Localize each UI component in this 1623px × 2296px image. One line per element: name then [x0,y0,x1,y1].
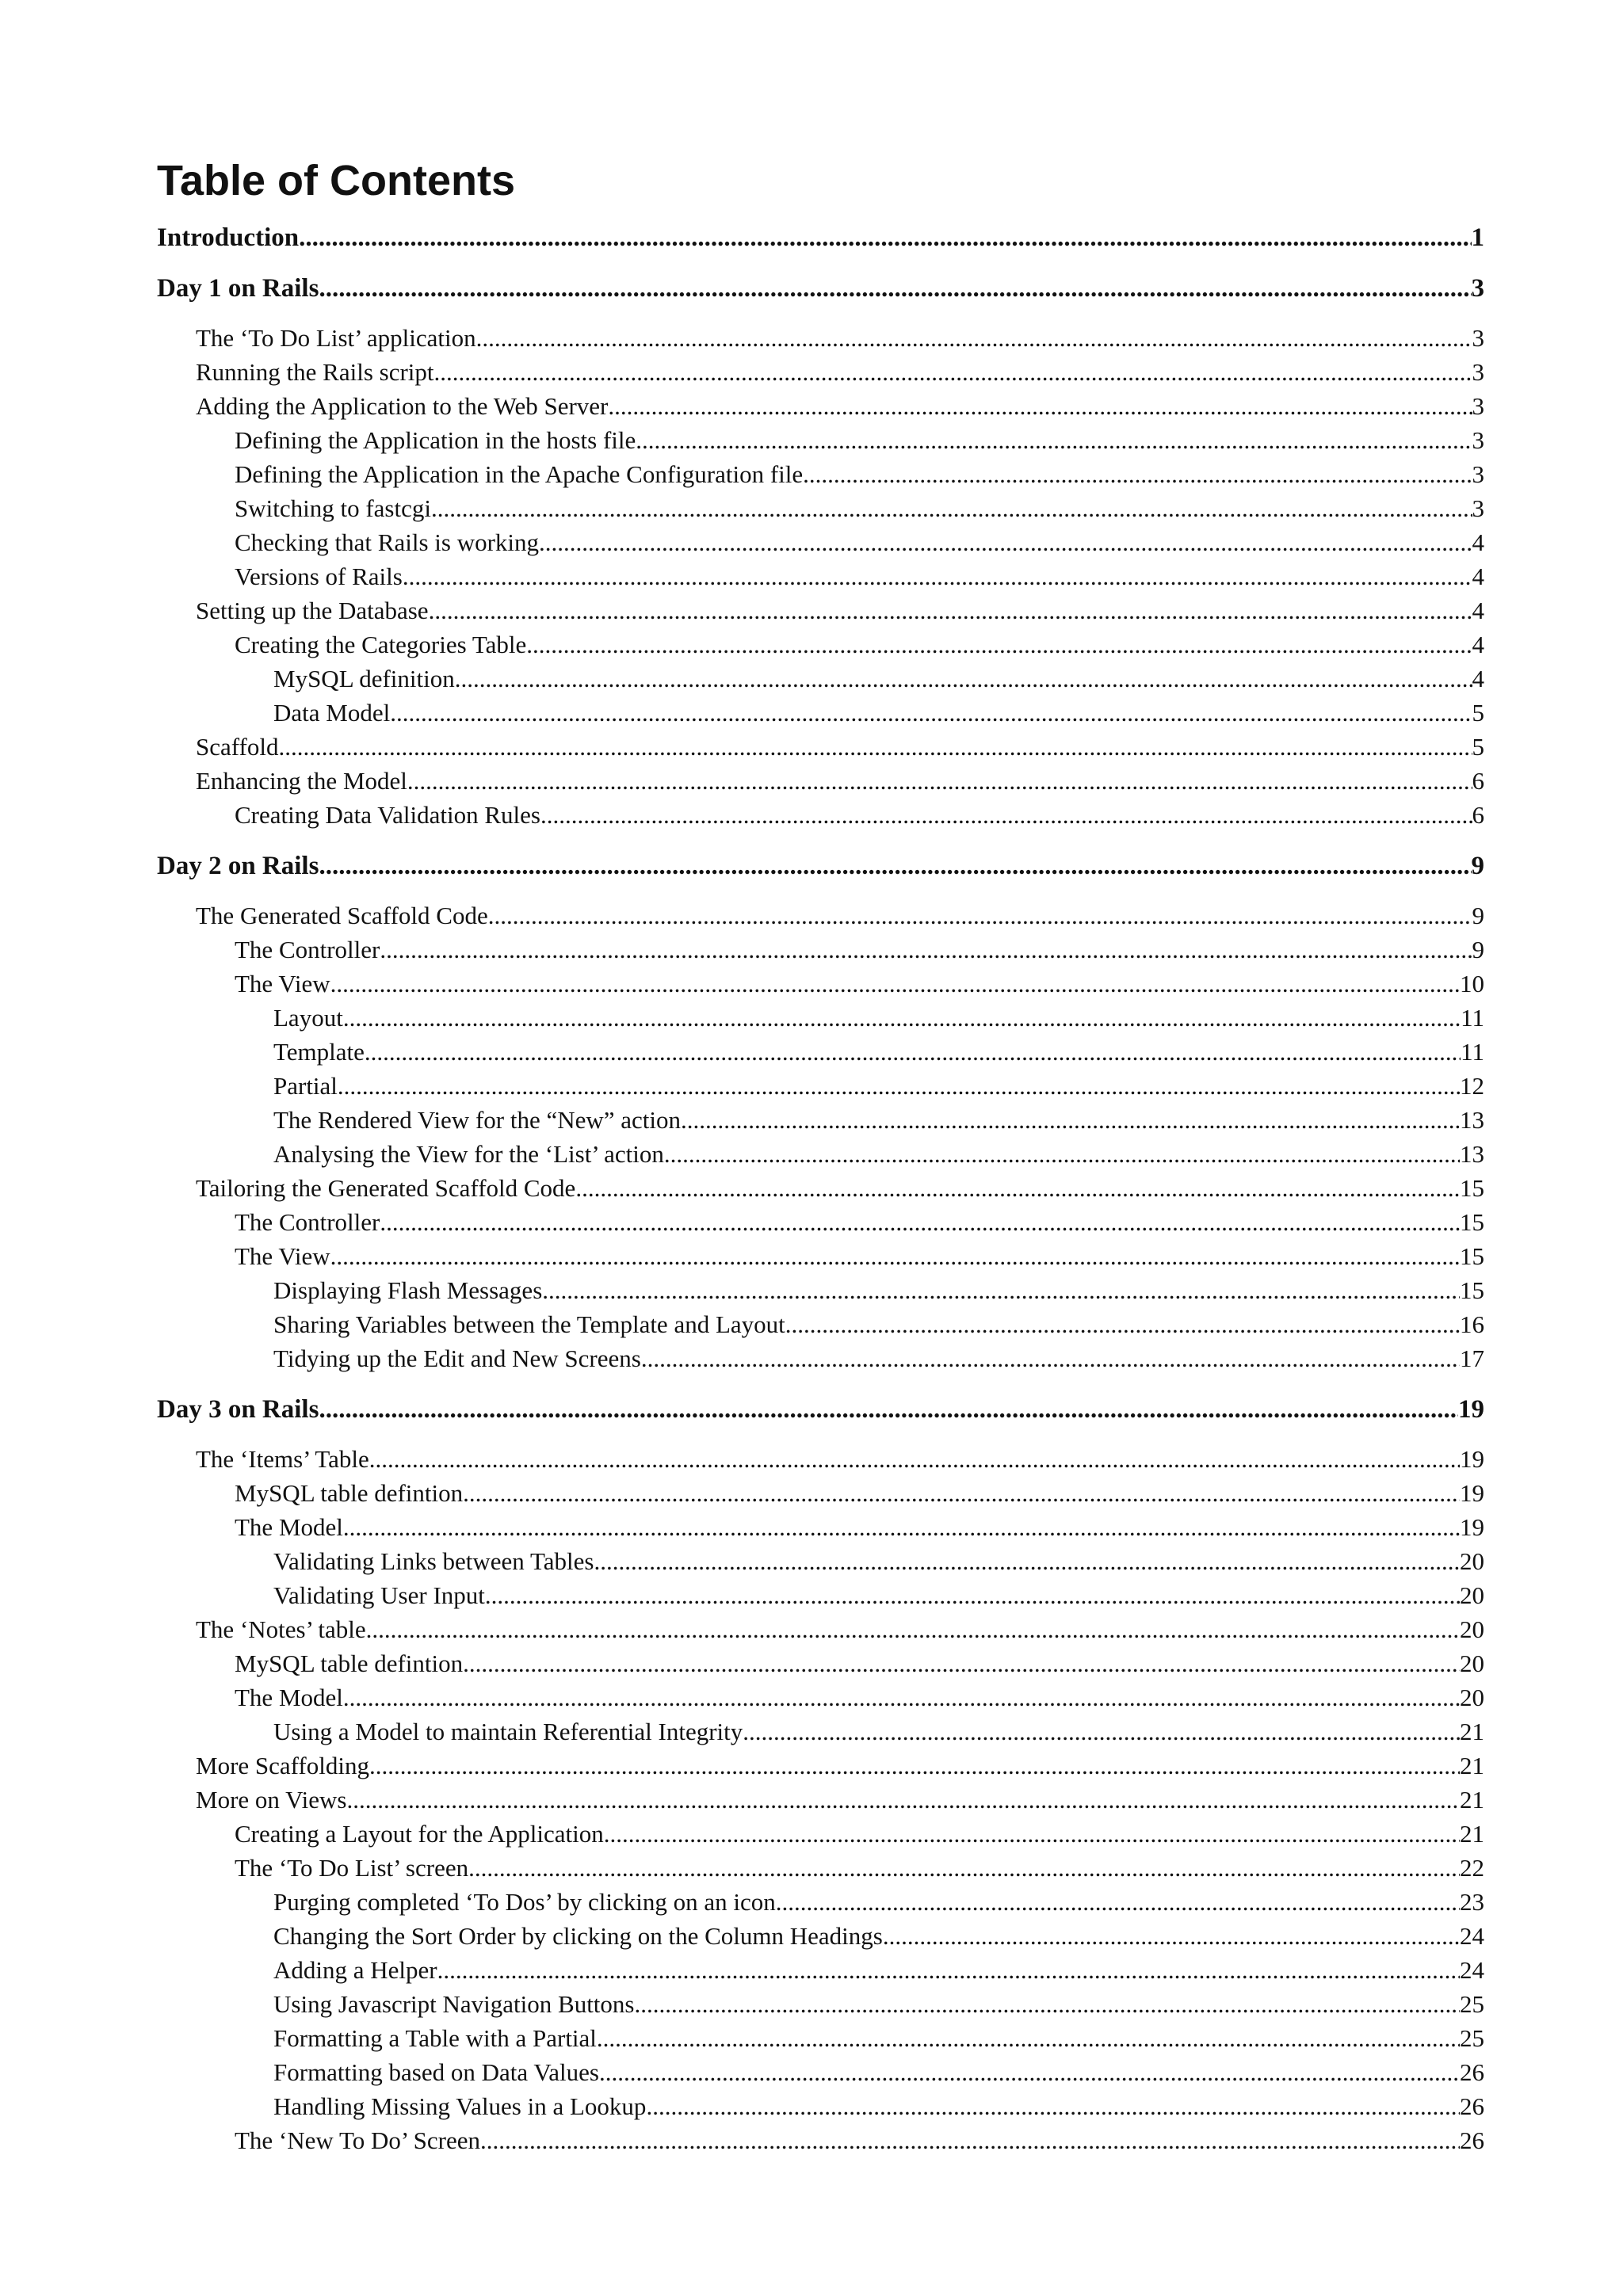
toc-dot-leader [597,2024,1460,2053]
toc-page-number: 10 [1460,970,1484,997]
toc-page-number: 3 [1472,392,1484,420]
toc-dot-leader [526,631,1472,659]
toc-page-number: 19 [1458,1395,1484,1424]
toc-entry[interactable] [0,1344,1623,1379]
toc-dot-leader [380,1208,1460,1237]
toc-entry[interactable] [0,1820,1623,1854]
toc-entry[interactable] [0,1650,1623,1684]
toc-entry[interactable] [0,274,1623,308]
toc-entry[interactable] [0,460,1623,494]
toc-dot-leader [681,1106,1460,1135]
toc-page-number: 23 [1460,1888,1484,1916]
toc-entry[interactable] [0,2058,1623,2092]
toc-dot-leader [390,699,1472,727]
toc-page-number: 3 [1472,358,1484,386]
toc-entry-title: More on Views [196,1786,347,1814]
toc-page-number: 11 [1461,1004,1484,1032]
toc-page-number: 4 [1472,597,1484,624]
toc-entry[interactable] [0,733,1623,767]
toc-dot-leader [330,1242,1460,1271]
toc-dot-leader [539,528,1472,557]
toc-entry[interactable] [0,2024,1623,2058]
toc-dot-leader [338,1072,1460,1100]
toc-entry-title: Analysing the View for the ‘List’ action [273,1140,664,1168]
toc-page-number: 25 [1460,1990,1484,2018]
toc-entry[interactable] [0,494,1623,528]
toc-dot-leader [429,597,1472,625]
toc-entry-title: Adding a Helper [273,1956,437,1984]
toc-page-number: 21 [1460,1820,1484,1848]
toc-entry-title: Tailoring the Generated Scaffold Code [196,1174,576,1202]
toc-dot-leader [369,1445,1460,1474]
toc-entry[interactable] [0,1990,1623,2024]
toc-dot-leader [468,1854,1460,1882]
toc-entry[interactable] [0,1581,1623,1615]
toc-page-number: 26 [1460,2126,1484,2154]
toc-entry[interactable] [0,1786,1623,1820]
toc-entry[interactable] [0,936,1623,970]
toc-entry-title: Switching to fastcgi [235,494,431,522]
toc-dot-leader [330,970,1460,998]
toc-dot-leader [380,936,1472,964]
toc-dot-leader [480,2126,1460,2155]
toc-dot-leader [455,665,1472,693]
toc-entry-title: Validating Links between Tables [273,1547,594,1575]
toc-entry-title: Data Model [273,699,391,727]
toc-entry[interactable] [0,1718,1623,1752]
toc-page-number: 13 [1460,1140,1484,1168]
toc-page-number: 3 [1472,426,1484,454]
toc-page-number: 22 [1460,1854,1484,1882]
toc-entry[interactable] [0,801,1623,835]
toc-entry[interactable] [0,852,1623,886]
toc-entry[interactable] [0,1242,1623,1276]
toc-dot-leader [608,392,1472,421]
toc-entry[interactable] [0,2092,1623,2126]
toc-entry-title: Layout [273,1004,343,1032]
toc-entry-title: Formatting a Table with a Partial [273,2024,597,2052]
toc-dot-leader [594,1547,1460,1576]
toc-entry[interactable] [0,970,1623,1004]
toc-page-number: 26 [1460,2092,1484,2120]
toc-entry[interactable] [0,1174,1623,1208]
toc-entry-title: Running the Rails script [196,358,434,386]
toc-dot-leader [488,902,1472,930]
toc-entry[interactable] [0,223,1623,257]
toc-page-number: 20 [1460,1547,1484,1575]
toc-entry[interactable] [0,1479,1623,1513]
toc-page-number: 20 [1460,1581,1484,1609]
toc-page-number: 4 [1472,631,1484,658]
toc-entry-title: The Model [235,1513,343,1541]
toc-entry[interactable] [0,902,1623,936]
toc-dot-leader [437,1956,1460,1985]
toc-entry-title: Sharing Variables between the Template and Layout [273,1310,785,1338]
toc-entry-title: Defining the Application in the Apache Configuration file [235,460,804,488]
toc-page-number: 17 [1460,1344,1484,1372]
toc-entry[interactable] [0,1140,1623,1174]
toc-dot-leader [299,223,1471,253]
toc-entry-title: Formatting based on Data Values [273,2058,599,2086]
toc-dot-leader [319,852,1471,881]
toc-page-number: 4 [1472,528,1484,556]
toc-entry[interactable] [0,1684,1623,1718]
toc-page-number: 15 [1460,1174,1484,1202]
toc-dot-leader [743,1718,1460,1746]
toc-page-number: 19 [1460,1513,1484,1541]
toc-dot-leader [369,1752,1460,1780]
toc-dot-leader [346,1786,1460,1814]
toc-entry[interactable] [0,2126,1623,2161]
toc-dot-leader [278,733,1472,761]
toc-page-number: 6 [1472,801,1484,829]
toc-page-number: 25 [1460,2024,1484,2052]
toc-entry[interactable] [0,597,1623,631]
toc-page-number: 4 [1472,665,1484,692]
toc-dot-leader [343,1004,1461,1032]
toc-entry[interactable] [0,1004,1623,1038]
toc-page-number: 4 [1472,563,1484,590]
toc-page-number: 5 [1472,733,1484,761]
toc-entry[interactable] [0,1547,1623,1581]
toc-dot-leader [407,767,1472,795]
toc-entry-title: Displaying Flash Messages [273,1276,543,1304]
toc-dot-leader [343,1684,1460,1712]
toc-entry[interactable] [0,665,1623,699]
toc-entry[interactable] [0,1106,1623,1140]
toc-entry-title: Adding the Application to the Web Server [196,392,609,420]
toc-dot-leader [463,1650,1460,1678]
toc-page-number: 5 [1472,699,1484,727]
toc-page-number: 1 [1471,223,1484,252]
toc-entry[interactable] [0,1854,1623,1888]
toc-entry-title: MySQL definition [273,665,455,692]
toc-entry[interactable] [0,392,1623,426]
toc-entry-title: Day 2 on Rails [157,852,319,880]
toc-dot-leader [365,1038,1461,1066]
toc-dot-leader [476,324,1472,353]
toc-entry[interactable] [0,1615,1623,1650]
toc-page-number: 24 [1460,1922,1484,1950]
toc-entry-title: MySQL table defintion [235,1650,464,1677]
toc-entry[interactable] [0,563,1623,597]
toc-entry[interactable] [0,699,1623,733]
toc-page-number: 26 [1460,2058,1484,2086]
toc-page-number: 3 [1472,460,1484,488]
toc-page-number: 3 [1471,274,1484,303]
toc-page-number: 6 [1472,767,1484,795]
toc-dot-leader [542,1276,1460,1305]
toc-page-number: 21 [1460,1786,1484,1814]
toc-page-number: 15 [1460,1242,1484,1270]
toc-entry[interactable] [0,1072,1623,1106]
toc-dot-leader [575,1174,1460,1203]
toc-entry-title: MySQL table defintion [235,1479,464,1507]
toc-entry[interactable] [0,1208,1623,1242]
toc-entry-title: Partial [273,1072,338,1100]
toc-page-number: 20 [1460,1615,1484,1643]
toc-dot-leader [646,2092,1460,2121]
toc-page-number: 9 [1472,902,1484,929]
toc-entry-title: Using a Model to maintain Referential Integrity [273,1718,743,1745]
toc-entry[interactable] [0,767,1623,801]
toc-entry-title: Versions of Rails [235,563,403,590]
toc-page-number: 11 [1461,1038,1484,1066]
toc-entry-title: Using Javascript Navigation Buttons [273,1990,635,2018]
toc-entry-title: The Generated Scaffold Code [196,902,488,929]
toc-entry-title: The ‘To Do List’ application [196,324,476,352]
toc-dot-leader [319,274,1471,303]
toc-dot-leader [463,1479,1460,1508]
toc-page-number: 15 [1460,1276,1484,1304]
toc-entry-title: Day 3 on Rails [157,1395,319,1424]
toc-entry-title: Enhancing the Model [196,767,407,795]
toc-entry[interactable] [0,528,1623,563]
toc-page-number: 19 [1460,1479,1484,1507]
toc-dot-leader [319,1395,1458,1425]
toc-page-number: 15 [1460,1208,1484,1236]
toc-entry[interactable] [0,1445,1623,1479]
toc-entry-title: The Controller [235,936,380,963]
toc-dot-leader [366,1615,1460,1644]
toc-dot-leader [343,1513,1460,1542]
toc-dot-leader [599,2058,1460,2087]
toc-entry[interactable] [0,358,1623,392]
toc-entry-title: Introduction [157,223,300,252]
toc-page-number: 19 [1460,1445,1484,1473]
toc-entry-title: Changing the Sort Order by clicking on the Column Headings [273,1922,883,1950]
toc-entry[interactable] [0,1888,1623,1922]
toc-dot-leader [403,563,1472,591]
toc-entry[interactable] [0,324,1623,358]
toc-page-number: 3 [1472,494,1484,522]
toc-dot-leader [604,1820,1460,1848]
toc-entry-title: Checking that Rails is working [235,528,540,556]
toc-page-number: 24 [1460,1956,1484,1984]
toc-dot-leader [485,1581,1460,1610]
toc-entry-title: The ‘New To Do’ Screen [235,2126,481,2154]
toc-title: Table of Contents [157,157,515,204]
toc-entry-title: Template [273,1038,365,1066]
toc-dot-leader [803,460,1472,489]
toc-entry-title: The ‘To Do List’ screen [235,1854,469,1882]
toc-entry-title: The View [235,1242,330,1270]
toc-dot-leader [636,426,1472,455]
toc-dot-leader [540,801,1472,830]
toc-dot-leader [664,1140,1460,1169]
toc-entry[interactable] [0,1276,1623,1310]
toc-entry-title: Creating the Categories Table [235,631,527,658]
toc-entry-title: The Controller [235,1208,380,1236]
toc-entry[interactable] [0,1310,1623,1344]
toc-page-number: 20 [1460,1684,1484,1711]
toc-page-number: 21 [1460,1718,1484,1745]
toc-dot-leader [776,1888,1460,1917]
toc-page-number: 21 [1460,1752,1484,1779]
toc-entry-title: Day 1 on Rails [157,274,319,303]
toc-entry-title: Scaffold [196,733,279,761]
toc-entry-title: Setting up the Database [196,597,429,624]
toc-page-number: 20 [1460,1650,1484,1677]
toc-page-number: 13 [1460,1106,1484,1134]
toc-page-number: 9 [1472,936,1484,963]
toc-entry[interactable] [0,1038,1623,1072]
toc-entry-title: The View [235,970,330,997]
toc-entry-title: Creating Data Validation Rules [235,801,540,829]
toc-dot-leader [883,1922,1460,1951]
toc-entry-title: Tidying up the Edit and New Screens [273,1344,641,1372]
toc-entry-title: The Rendered View for the “New” action [273,1106,682,1134]
toc-entry-title: Handling Missing Values in a Lookup [273,2092,647,2120]
toc-dot-leader [434,358,1472,387]
toc-entry[interactable] [0,1513,1623,1547]
toc-entry-title: Purging completed ‘To Dos’ by clicking on an icon [273,1888,776,1916]
toc-entry[interactable] [0,1922,1623,1956]
toc-entry-title: More Scaffolding [196,1752,369,1779]
toc-dot-leader [641,1344,1460,1373]
toc-entry[interactable] [0,1956,1623,1990]
toc-dot-leader [634,1990,1460,2019]
toc-entry-title: Validating User Input [273,1581,485,1609]
toc-entry[interactable] [0,1395,1623,1429]
toc-entry[interactable] [0,631,1623,665]
toc-page-number: 16 [1460,1310,1484,1338]
toc-entry-title: Defining the Application in the hosts file [235,426,636,454]
toc-page-number: 3 [1472,324,1484,352]
toc-entry[interactable] [0,426,1623,460]
toc-page-number: 9 [1471,852,1484,880]
toc-entry-title: The ‘Notes’ table [196,1615,366,1643]
toc-entry-title: Creating a Layout for the Application [235,1820,604,1848]
toc-dot-leader [785,1310,1460,1339]
toc-entry-title: The ‘Items’ Table [196,1445,369,1473]
toc-page-number: 12 [1460,1072,1484,1100]
toc-entry[interactable] [0,1752,1623,1786]
toc-dot-leader [431,494,1472,523]
toc-entry-title: The Model [235,1684,343,1711]
